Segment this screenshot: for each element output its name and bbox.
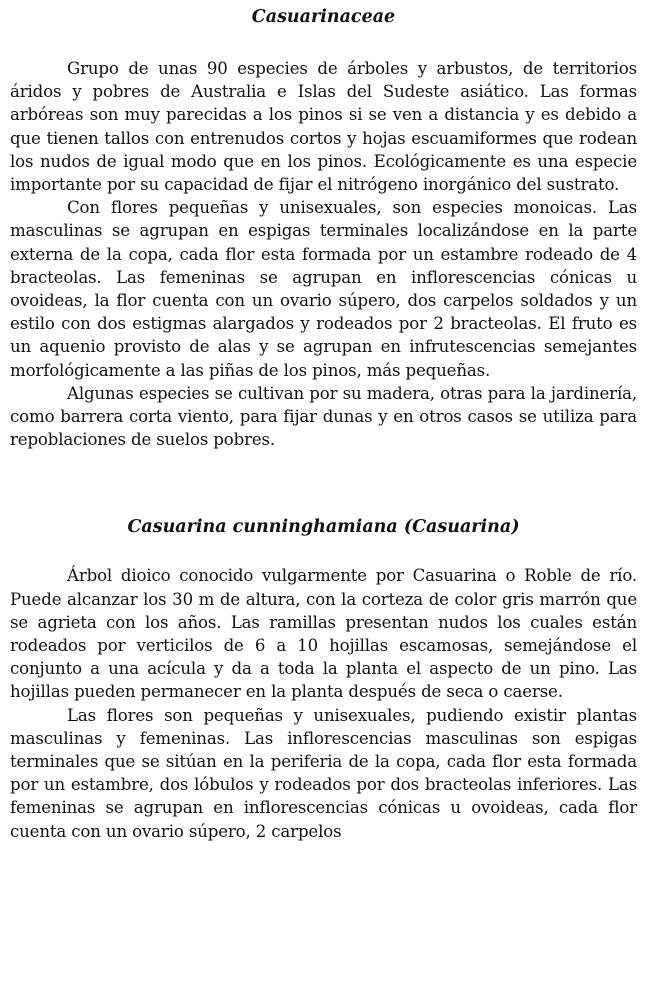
section-title-casuarinaceae: Casuarinaceae (251, 7, 396, 27)
paragraph-species-flowers: Las flores son pequeñas y unisexuales, pudiendo existir plantas masculinas y femeninas. Las inflorescencias masculinas son espigas terminales que se sitúan en la periferia de la copa, cada flor esta formada por un estambre, dos lóbulos y rodeados por dos bracteolas inferiores. Las femeninas se agrupan en inflorescencias cónicas u ovoideas, cada flor cuenta con un ovario súpero, 2 carpelos (10, 705, 637, 841)
section-title-casuarina-cunninghamiana: Casuarina cunninghamiana (Casuarina) (127, 517, 520, 538)
document-page (10, 0, 637, 843)
paragraph-family-description: Grupo de unas 90 especies de árboles y arbustos, de territorios áridos y pobres de Australia e Islas del Sudeste asiático. Las formas arbóreas son muy parecidas a los pinos si se ven a distancia y es debido a que tienen tallos con entrenudos cortos y hojas escuamiformes que rodean los nudos de igual modo que en los pinos. Ecológicamente es una especie importante por su capacidad de fijar el nitrógeno inorgánico del sustrato. (10, 59, 637, 195)
paragraph-species-description: Árbol dioico conocido vulgarmente por Casuarina o Roble de río. Puede alcanzar los 30 m de altura, con la corteza de color gris marrón que se agrieta con los años. Las ramillas presentan nudos los cuales están rodeados por verticilos de 6 a 10 hojillas escamosas, semejándose el conjunto a una acícula y da a toda la planta el aspecto de un pino. Las hojillas pueden permanecer en la planta después de seca o caerse. (10, 566, 637, 702)
paragraph-family-uses: Algunas especies se cultivan por su madera, otras para la jardinería, como barrera corta viento, para fijar dunas y en otros casos se utiliza para repoblaciones de suelos pobres. (10, 383, 637, 450)
paragraph-family-flowers: Con flores pequeñas y unisexuales, son especies monoicas. Las masculinas se agrupan en espigas terminales localizándose en la parte externa de la copa, cada flor esta formada por un estambre rodeado de 4 bracteolas. Las femeninas se agrupan en inflorescencias cónicas u ovoideas, la flor cuenta con un ovario súpero, dos carpelos soldados y un estilo con dos estigmas alargados y rodeados por 2 bracteolas. El fruto es un aquenio provisto de alas y se agrupan en infrutescencias semejantes morfológicamente a las piñas de los pinos, más pequeñas. (10, 198, 637, 380)
